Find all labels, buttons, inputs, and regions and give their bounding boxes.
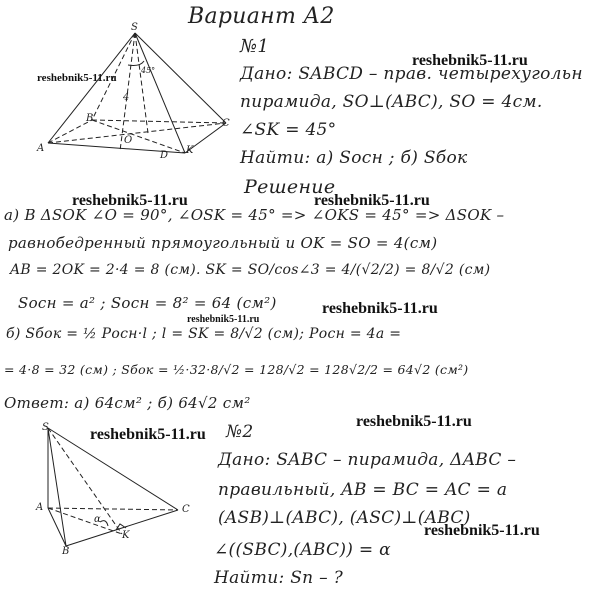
problem1-sol-line6: = 4·8 = 32 (см) ; Sбок = ½·32·8/√2 = 128/√2 = 128√2/2 = 64√2 (см²): [4, 362, 469, 377]
problem1-sol-line4: Sосн = a² ; Sосн = 8² = 64 (см²): [18, 294, 277, 312]
watermark: reshebnik5-11.ru: [356, 413, 472, 430]
fig2-label-c: C: [182, 504, 190, 515]
watermark: reshebnik5-11.ru: [412, 52, 528, 69]
problem1-number: №1: [240, 36, 270, 57]
watermark: reshebnik5-11.ru: [424, 522, 540, 539]
problem1-answer: Ответ: а) 64см² ; б) 64√2 см²: [4, 394, 251, 412]
problem2-given-line2: правильный, AB = BC = AC = a: [218, 480, 508, 500]
problem2-number: №2: [226, 422, 254, 442]
problem1-sol-line5: б) Sбок = ½ Pосн·l ; l = SK = 8/√2 (см); Pосн = 4a =: [6, 326, 402, 342]
fig1-label-height: 4: [123, 92, 130, 103]
fig2-label-b: B: [62, 546, 70, 557]
problem1-given-line2: пирамида, SO⊥(ABC), SO = 4см.: [240, 92, 543, 112]
fig1-label-d: D: [160, 150, 169, 161]
variant-title: Вариант А2: [188, 4, 335, 29]
watermark: reshebnik5-11.ru: [37, 72, 117, 84]
fig1-label-a: A: [37, 143, 45, 154]
fig2-label-s: S: [42, 422, 49, 433]
fig1-label-s: S: [131, 22, 138, 33]
fig1-label-k: K: [186, 145, 194, 156]
fig2-label-alpha: α: [94, 514, 101, 525]
watermark: reshebnik5-11.ru: [72, 192, 188, 209]
problem1-sol-line1: а) В ΔSOK ∠O = 90°, ∠OSK = 45° => ∠OKS = 45° => ΔSOK –: [4, 206, 505, 224]
problem2-given-line1: Дано: SABC – пирамида, ΔABC –: [218, 450, 517, 470]
fig1-label-c: C: [222, 118, 230, 129]
problem1-find: Найти: а) Sосн ; б) Sбок: [240, 148, 468, 168]
problem1-given-line3: ∠SK = 45°: [240, 120, 337, 140]
problem1-sol-line3: AB = 2OK = 2·4 = 8 (см). SK = SO/cos∠3 = 4/(√2/2) = 8/√2 (см): [10, 262, 491, 278]
fig2-label-k: K: [122, 530, 130, 541]
fig1-label-b: B: [86, 113, 94, 124]
fig1-label-angle: 45°: [141, 66, 156, 75]
watermark: reshebnik5-11.ru: [314, 192, 430, 209]
watermark: reshebnik5-11.ru: [90, 426, 206, 443]
fig2-label-a: A: [36, 502, 44, 513]
problem1-solution-heading: Решение: [244, 176, 336, 198]
pyramid-figure: [30, 25, 250, 165]
problem2-find: Найти: Sп – ?: [214, 568, 344, 588]
problem1-sol-line2: равнобедренный прямоугольный и OK = SO = 4(см): [8, 234, 438, 252]
watermark: reshebnik5-11.ru: [187, 314, 260, 325]
problem1-given-line1: Дано: SABCD – прав. четырехугольн: [240, 64, 583, 84]
problem2-given-line3: (ASB)⊥(ABC), (ASC)⊥(ABC): [218, 508, 471, 528]
watermark: reshebnik5-11.ru: [322, 300, 438, 317]
fig1-label-o: O: [124, 135, 133, 146]
problem2-given-line4: ∠((SBC),(ABC)) = α: [214, 540, 391, 560]
